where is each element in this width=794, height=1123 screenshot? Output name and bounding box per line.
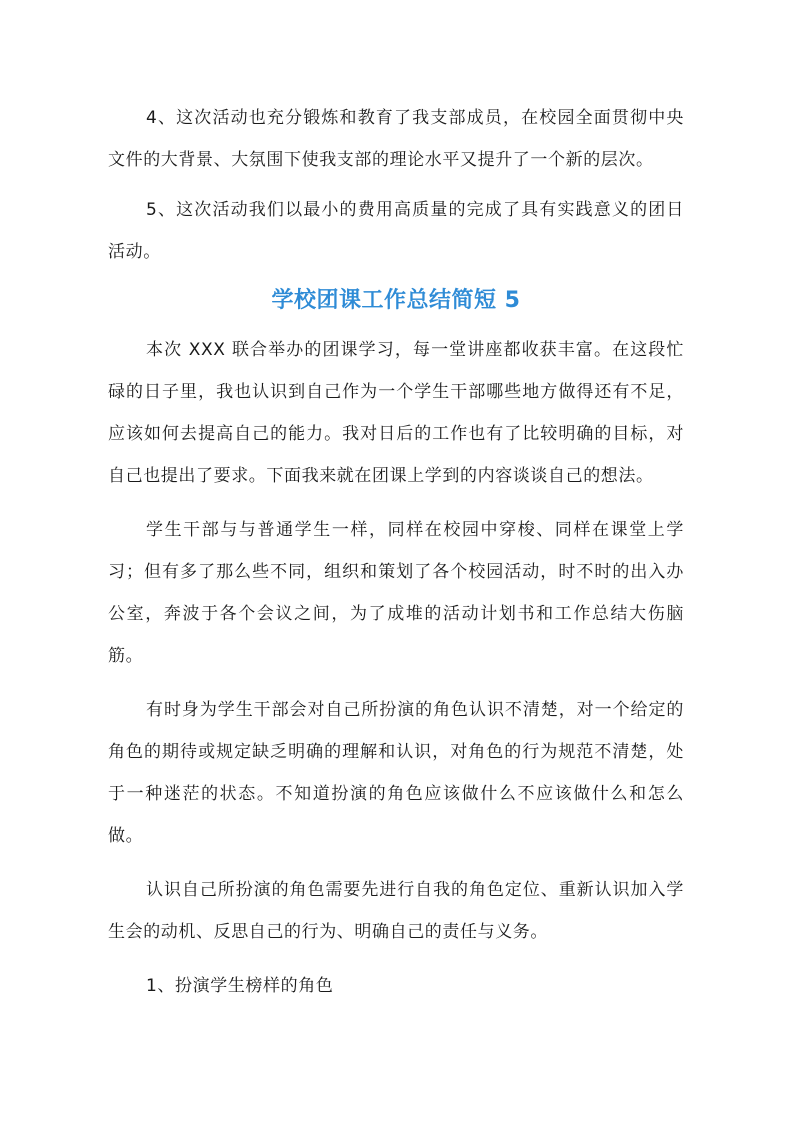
- paragraph-student-cadre: 学生干部与与普通学生一样，同样在校园中穿梭、同样在课堂上学习；但有多了那么些不同，组织和策划了各个校园活动，时不时的出入办公室，奔波于各个会议之间，为了成堆的活动计划书和工作总结大伤脑筋。: [108, 520, 684, 666]
- document-body: [108, 97, 684, 1007]
- paragraph-role-confusion: 有时身为学生干部会对自己所扮演的角色认识不清楚，对一个给定的角色的期待或规定缺乏明确的理解和认识，对角色的行为规范不清楚，处于一种迷茫的状态。不知道扮演的角色应该做什么不应该做什么和怎么做。: [108, 700, 684, 846]
- paragraph-list-item-1: 1、扮演学生榜样的角色: [146, 976, 334, 996]
- paragraph-item-5: 5、这次活动我们以最小的费用高质量的完成了具有实践意义的团日活动。: [108, 200, 684, 262]
- paragraph-item-4: 4、这次活动也充分锻炼和教育了我支部成员，在校园全面贯彻中央文件的大背景、大氛围下使我支部的理论水平又提升了一个新的层次。: [108, 108, 684, 170]
- paragraph-intro: 本次 XXX 联合举办的团课学习，每一堂讲座都收获丰富。在这段忙碌的日子里，我也认识到自己作为一个学生干部哪些地方做得还有不足，应该如何去提高自己的能力。我对日后的工作也有了比较明确的目标，对自己也提出了要求。下面我来就在团课上学到的内容谈谈自己的想法。: [108, 340, 684, 486]
- paragraph-role-positioning: 认识自己所扮演的角色需要先进行自我的角色定位、重新认识加入学生会的动机、反思自己的行为、明确自己的责任与义务。: [108, 880, 684, 942]
- section-heading: 学校团课工作总结简短 5: [271, 288, 521, 313]
